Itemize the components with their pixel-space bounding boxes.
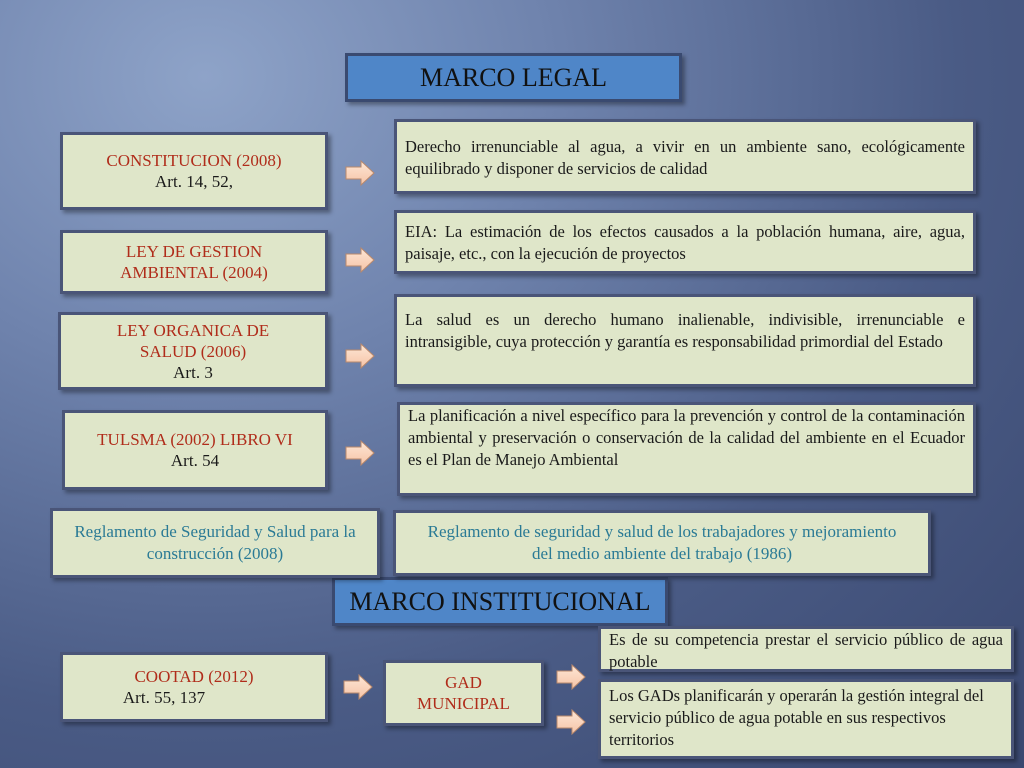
derecho-agua-box: Derecho irrenunciable al agua, a vivir en un ambiente sano, ecológicamente equilibrado y disponer de servicios de calidad bbox=[394, 119, 976, 194]
arrow-right-icon bbox=[345, 247, 375, 273]
arrow-right-icon bbox=[556, 709, 586, 735]
reglamento-trabajadores-box: Reglamento de seguridad y salud de los trabajadores y mejoramiento del medio ambiente del trabajo (1986) bbox=[393, 510, 931, 576]
eia-box: EIA: La estimación de los efectos causados a la población humana, aire, agua, paisaje, etc., con la ejecución de proyectos bbox=[394, 210, 976, 274]
planificacion-box: La planificación a nivel específico para la prevención y control de la contaminación ambiental y preservación o conservación de la calidad del ambiente en el Ecuador es el Plan de Manejo Ambiental bbox=[397, 402, 976, 496]
ley-salud-box bbox=[58, 312, 328, 390]
marco-legal-header: MARCO LEGAL bbox=[345, 53, 682, 102]
reglamento-construccion-box: Reglamento de Seguridad y Salud para la construcción (2008) bbox=[50, 508, 380, 578]
ley-salud-title: LEY ORGANICA DE SALUD (2006) bbox=[116, 320, 270, 361]
arrow-right-icon bbox=[345, 343, 375, 369]
ley-gestion-title: LEY DE GESTION AMBIENTAL (2004) bbox=[120, 242, 268, 282]
competencia-box: Es de su competencia prestar el servicio público de agua potable bbox=[598, 626, 1014, 672]
gad-municipal-box bbox=[383, 660, 544, 726]
constitucion-box bbox=[60, 132, 328, 210]
marco-institucional-header: MARCO INSTITUCIONAL bbox=[332, 577, 668, 626]
gad-planificacion-box: Los GADs planificarán y operarán la gestión integral del servicio público de agua potable en sus respectivos territorios bbox=[598, 679, 1014, 759]
cootad-title: COOTAD (2012) bbox=[134, 667, 254, 686]
ley-salud-articles: Art. 3 bbox=[173, 362, 213, 382]
arrow-right-icon bbox=[343, 674, 373, 700]
constitucion-articles: Art. 14, 52, bbox=[155, 172, 233, 191]
arrow-right-icon bbox=[345, 160, 375, 186]
cootad-articles: Art. 55, 137 bbox=[122, 688, 206, 707]
salud-derecho-box: La salud es un derecho humano inalienable, indivisible, irrenunciable e intransigible, cuya protección y garantía es responsabilidad primordial del Estado bbox=[394, 294, 976, 387]
tulsma-articles: Art. 54 bbox=[170, 451, 220, 470]
constitucion-title: CONSTITUCION (2008) bbox=[106, 151, 282, 170]
arrow-right-icon bbox=[345, 440, 375, 466]
tulsma-box bbox=[62, 410, 328, 490]
tulsma-title: TULSMA (2002) LIBRO VI bbox=[97, 430, 293, 449]
cootad-box bbox=[60, 652, 328, 722]
ley-gestion-box bbox=[60, 230, 328, 294]
gad-municipal-label: GAD MUNICIPAL bbox=[417, 673, 510, 713]
arrow-right-icon bbox=[556, 664, 586, 690]
